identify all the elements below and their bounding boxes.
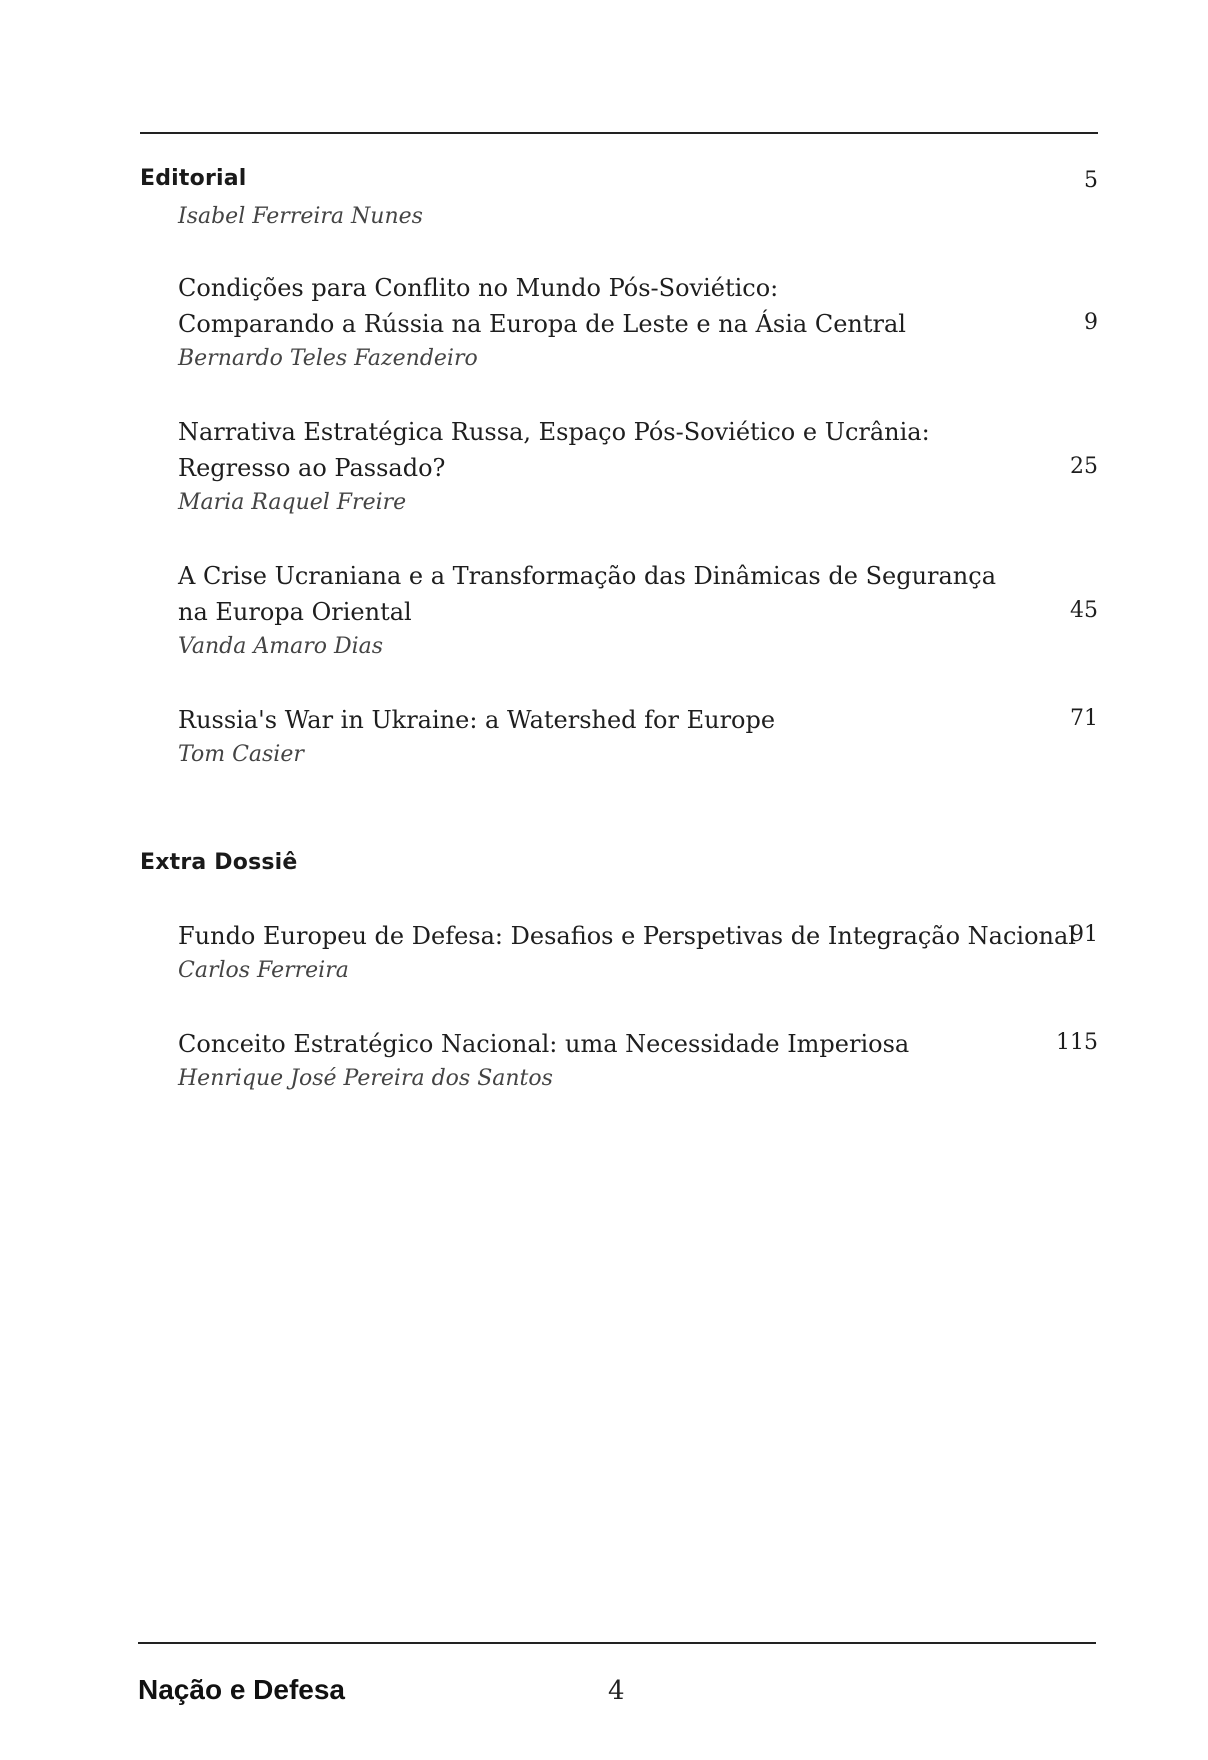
entry-page-number: 115 <box>1056 1030 1098 1055</box>
entry-page-number: 25 <box>1070 454 1098 479</box>
entry-author: Carlos Ferreira <box>178 958 349 983</box>
entry-page-number: 9 <box>1084 310 1098 335</box>
entry-title-line: Conceito Estratégico Nacional: uma Necessidade Imperiosa <box>178 1030 910 1058</box>
entry-title-line: Condições para Conflito no Mundo Pós-Soviético: <box>178 274 779 302</box>
toc-entry[interactable] <box>178 558 1098 664</box>
entry-title-line: Fundo Europeu de Defesa: Desafios e Perspetivas de Integração Nacional <box>178 922 1076 950</box>
entry-page-number: 91 <box>1070 922 1098 947</box>
toc-entry[interactable] <box>178 918 1098 988</box>
bottom-divider <box>138 1642 1096 1644</box>
toc-entry[interactable] <box>178 270 1098 376</box>
folio-page-number: 4 <box>608 1676 625 1706</box>
editorial-page-number: 5 <box>1084 168 1098 193</box>
entry-title-line: A Crise Ucraniana e a Transformação das Dinâmicas de Segurança <box>178 562 997 590</box>
toc-entry[interactable] <box>178 702 1098 772</box>
entry-author: Vanda Amaro Dias <box>178 634 384 659</box>
entry-title-line: Narrativa Estratégica Russa, Espaço Pós-Soviético e Ucrânia: <box>178 418 930 446</box>
entry-page-number: 45 <box>1070 598 1098 623</box>
entry-author: Henrique José Pereira dos Santos <box>178 1066 553 1091</box>
editorial-author: Isabel Ferreira Nunes <box>178 204 423 229</box>
editorial-heading: Editorial <box>140 166 247 191</box>
entry-page-number: 71 <box>1070 706 1098 731</box>
entry-title-line: Russia's War in Ukraine: a Watershed for Europe <box>178 706 776 734</box>
extra-dossie-heading: Extra Dossiê <box>140 850 298 875</box>
entry-author: Tom Casier <box>178 742 304 767</box>
entry-author: Maria Raquel Freire <box>178 490 407 515</box>
entry-title-line: na Europa Oriental <box>178 598 412 626</box>
top-divider <box>140 132 1098 134</box>
toc-entry[interactable] <box>178 1026 1098 1096</box>
journal-title: Nação e Defesa <box>138 1674 346 1705</box>
entry-title-line: Comparando a Rússia na Europa de Leste e na Ásia Central <box>178 310 906 338</box>
entry-author: Bernardo Teles Fazendeiro <box>178 346 478 371</box>
entry-title-line: Regresso ao Passado? <box>178 454 446 482</box>
toc-entry[interactable] <box>178 414 1098 520</box>
